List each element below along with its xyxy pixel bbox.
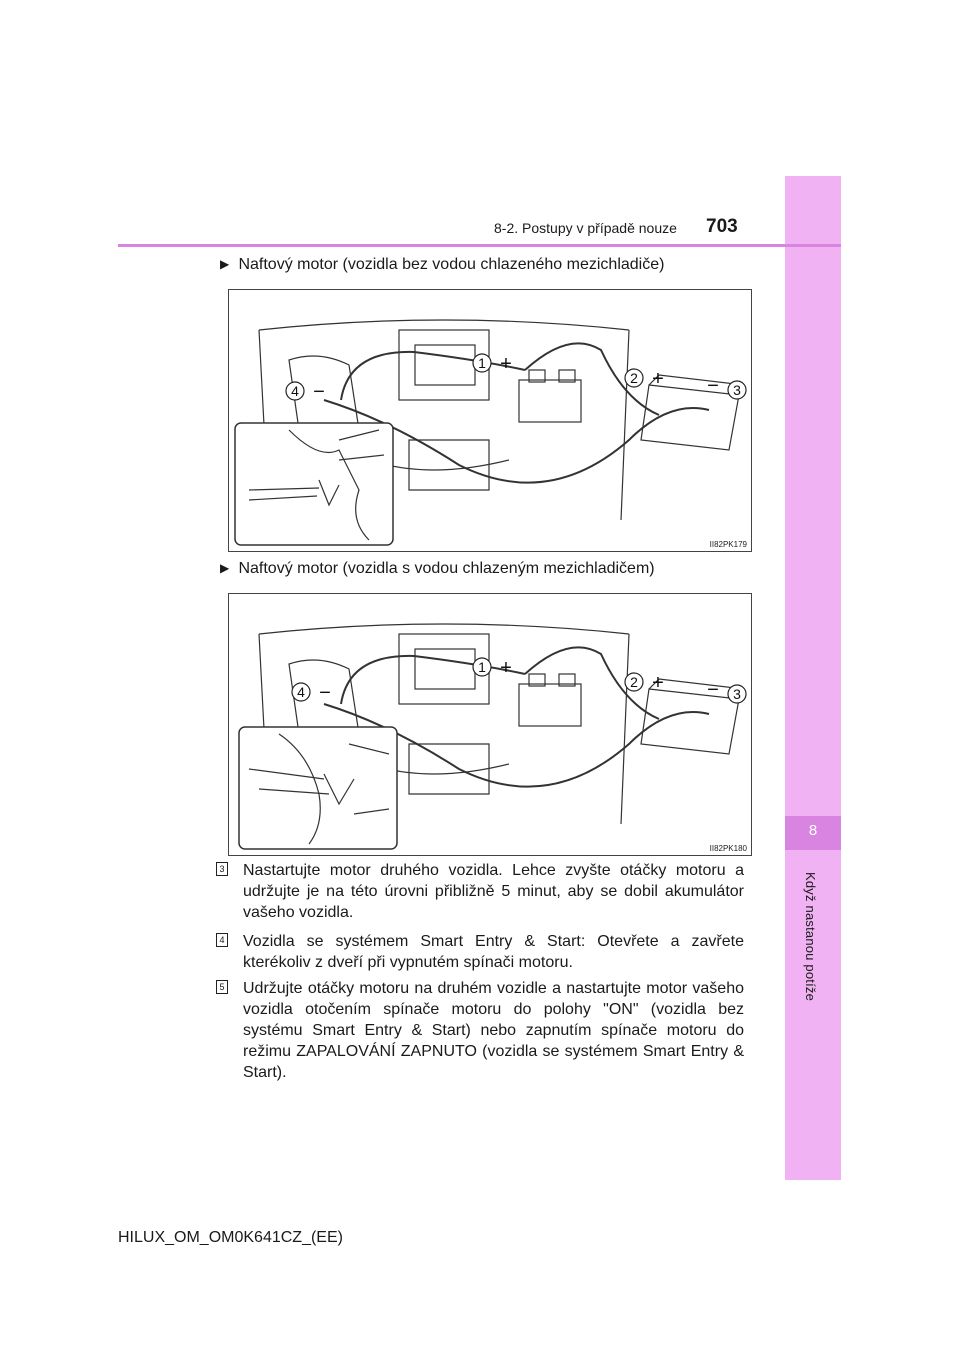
- callout-4: 4: [297, 684, 305, 700]
- step-text: Nastartujte motor druhého vozidla. Lehce zvyšte otáčky motoru a udržujte je na této úrovni přibližně 5 minut, aby se dobil akumulátor vašeho vozidla.: [243, 862, 744, 921]
- callout-1: 1: [478, 355, 486, 371]
- figure-code: II82PK180: [709, 844, 747, 853]
- jump-start-illustration-2: [228, 593, 752, 856]
- chapter-title: Když nastanou potíže: [803, 872, 818, 1002]
- step-text: Udržujte otáčky motoru na druhém vozidle a nastartujte motor vašeho vozidla otočením spínače motoru do polohy "ON" (vozidla bez systému Smart Entry & Start) nebo zapnutím spínače motoru do režimu ZAPALOVÁNÍ ZAPNUTO (vozidla se systémem Smart Entry & Start).: [243, 980, 744, 1081]
- callout-3: 3: [733, 382, 741, 398]
- minus-sign: −: [707, 375, 719, 397]
- plus-sign: +: [500, 657, 512, 679]
- figure-code: II82PK179: [709, 540, 747, 549]
- triangle-bullet-icon: ▶: [220, 257, 230, 271]
- minus-sign: −: [319, 682, 331, 704]
- callout-2: 2: [630, 370, 638, 386]
- chapter-number: 8: [808, 822, 818, 839]
- step-number-badge: 4: [216, 933, 228, 947]
- plus-sign: +: [652, 368, 664, 390]
- step-text: Vozidla se systémem Smart Entry & Start: Otevřete a zavřete kterékoliv z dveří při vypnutém spínači motoru.: [243, 933, 744, 971]
- step-number-badge: 3: [216, 862, 228, 876]
- plus-sign: +: [500, 353, 512, 375]
- callout-3: 3: [733, 686, 741, 702]
- minus-sign: −: [313, 381, 325, 403]
- callout-4: 4: [291, 383, 299, 399]
- figure-caption-text: Naftový motor (vozidla bez vodou chlazeného mezichladiče): [238, 256, 665, 273]
- chapter-side-tab: [785, 176, 841, 1180]
- engine-bay-drawing: [229, 290, 751, 551]
- figure-caption-2: [220, 560, 655, 578]
- triangle-bullet-icon: ▶: [220, 561, 230, 575]
- header-rule: [118, 244, 841, 247]
- document-footer: HILUX_OM_OM0K641CZ_(EE): [118, 1229, 343, 1246]
- callout-2: 2: [630, 674, 638, 690]
- minus-sign: −: [707, 679, 719, 701]
- figure-caption-1: [220, 256, 664, 274]
- section-title: 8-2. Postupy v případě nouze: [494, 220, 677, 236]
- plus-sign: +: [652, 672, 664, 694]
- engine-bay-drawing: [229, 594, 751, 855]
- step-3: [216, 860, 744, 923]
- figure-caption-text: Naftový motor (vozidla s vodou chlazeným mezichladičem): [238, 560, 655, 577]
- page-number: 703: [706, 216, 738, 237]
- step-4: [216, 931, 744, 973]
- step-5: [216, 978, 744, 1083]
- callout-1: 1: [478, 659, 486, 675]
- jump-start-illustration-1: [228, 289, 752, 552]
- step-number-badge: 5: [216, 980, 228, 994]
